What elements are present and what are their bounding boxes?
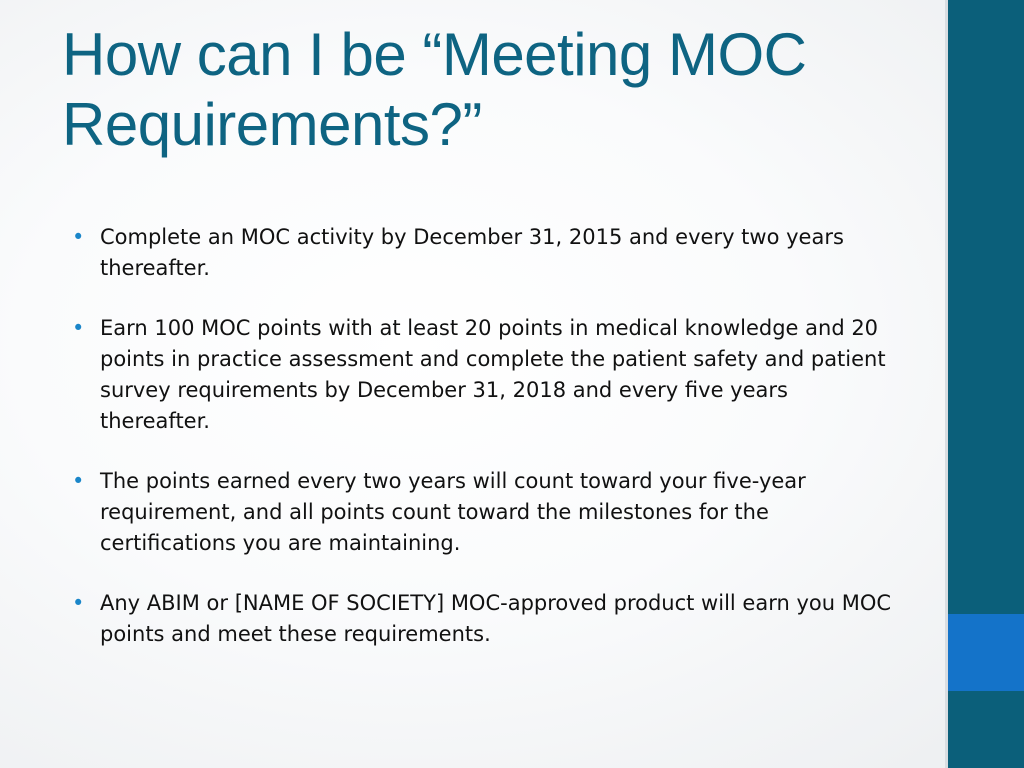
bullet-icon: • bbox=[72, 316, 85, 340]
bullet-icon: • bbox=[72, 225, 85, 249]
bullet-text: Complete an MOC activity by December 31, 2015 and every two years thereafter. bbox=[100, 225, 844, 280]
side-accent-block bbox=[948, 614, 1024, 691]
bullet-text: Any ABIM or [NAME OF SOCIETY] MOC-approved product will earn you MOC points and meet these requirements. bbox=[100, 591, 892, 646]
bullet-icon: • bbox=[72, 591, 85, 615]
slide-title: How can I be “Meeting MOC Requirements?” bbox=[62, 21, 807, 158]
bullet-item bbox=[72, 222, 892, 284]
bullet-list bbox=[72, 222, 892, 679]
bullet-item bbox=[72, 588, 892, 650]
bullet-item bbox=[72, 313, 892, 437]
bullet-text: The points earned every two years will count toward your five-year requirement, and all points count toward the milestones for the certifications you are maintaining. bbox=[100, 469, 806, 555]
bullet-icon: • bbox=[72, 469, 85, 493]
bullet-item bbox=[72, 466, 892, 559]
bullet-text: Earn 100 MOC points with at least 20 points in medical knowledge and 20 points in practice assessment and complete the patient safety and patient survey requirements by December 31, 2018 and every five years thereafter. bbox=[100, 316, 886, 433]
